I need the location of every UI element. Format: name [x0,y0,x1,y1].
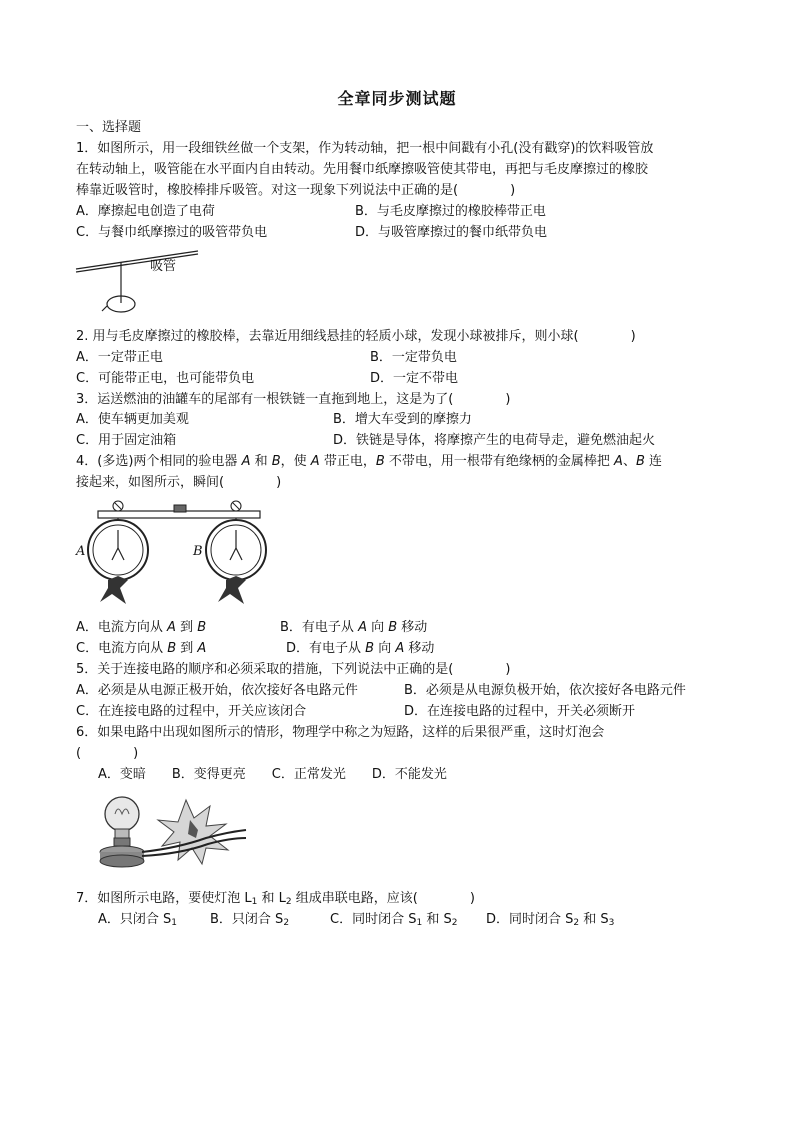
q1-option-b: B．与毛皮摩擦过的橡胶棒带正电 [355,204,546,219]
q3-option-d: D．铁链是导体，将摩擦产生的电荷导走，避免燃油起火 [333,433,656,448]
q5-option-c: C．在连接电路的过程中，开关应该闭合 [76,704,307,719]
q2-option-d: D．一定不带电 [370,371,459,386]
q4-option-b: B．有电子从 A 向 B 移动 [280,620,428,635]
q1-line3: 棒靠近吸管时，橡胶棒排斥吸管。对这一现象下列说法中正确的是( ) [76,183,516,198]
q4-option-a: A．电流方向从 A 到 B [76,620,207,635]
straw-label: 吸管 [150,259,177,274]
short-circuit-figure [98,790,248,872]
q6-line2: ( ) [76,746,139,761]
q7-option-b: B．只闭合 $S_2$ [210,912,290,928]
electroscope-a-label: A [76,544,86,559]
electroscopes-figure [74,498,274,612]
straw-pivot-figure [74,248,224,318]
q2-option-a: A．一定带正电 [76,350,163,365]
q3-option-a: A．使车辆更加美观 [76,412,189,427]
q2-option-c: C．可能带正电，也可能带负电 [76,371,255,386]
q2-line1: 2. 用与毛皮摩擦过的橡胶棒，去靠近用细线悬挂的轻质小球，发现小球被排斥，则小球( ) [76,329,636,344]
q3-option-c: C．用于固定油箱 [76,433,177,448]
q3-option-b: B．增大车受到的摩擦力 [333,412,472,427]
light-bulb-icon [100,797,144,867]
electroscope-a-ref: A [241,454,251,469]
q7-option-d: D．同时闭合 $S_2$ 和 $S_3$ [486,912,615,928]
page-title: 全章同步测试题 [337,89,457,108]
q7-option-a: A．只闭合 $S_1$ [98,912,178,928]
q4-line1-pre: 4．(多选)两个相同的验电器 [76,454,242,469]
q6-line1: 6．如果电路中出现如图所示的情形，物理学中称之为短路，这样的后果很严重，这时灯泡会 [76,725,605,740]
q1-line1: 1．如图所示，用一段细铁丝做一个支架，作为转动轴，把一根中间戳有小孔(没有戳穿)的饮料吸管放 [76,141,654,156]
q1-option-d: D．与吸管摩擦过的餐巾纸带负电 [355,225,548,240]
section-heading: 一、选择题 [76,120,142,135]
q1-option-a: A．摩擦起电创造了电荷 [76,204,215,219]
q5-option-d: D．在连接电路的过程中，开关必须断开 [404,704,636,719]
q2-option-b: B．一定带负电 [370,350,457,365]
q3-line1: 3．运送燃油的油罐车的尾部有一根铁链一直拖到地上，这是为了( ) [76,392,511,407]
q6-options: A．变暗 B．变得更亮 C．正常发光 D．不能发光 [98,767,447,782]
q5-line1: 5．关于连接电路的顺序和必须采取的措施，下列说法中正确的是( ) [76,662,511,677]
electroscope-b-ref: B [271,454,281,469]
straw-icon [76,251,198,272]
q4-option-c: C．电流方向从 B 到 A [76,641,207,656]
q5-option-a: A．必须是从电源正极开始，依次接好各电路元件 [76,683,358,698]
q4-option-d: D．有电子从 B 向 A 移动 [286,641,435,656]
q5-option-b: B．必须是从电源负极开始，依次接好各电路元件 [404,683,686,698]
q1-line2: 在转动轴上，吸管能在水平面内自由转动。先用餐巾纸摩擦吸管使其带电，再把与毛皮摩擦过的橡胶 [76,162,649,177]
q4-line1: 4．(多选)两个相同的验电器 A 和 B，使 A 带正电，B 不带电，用一根带有绝缘柄的金属棒把 A、B 连 [76,454,663,469]
q7-option-c: C．同时闭合 $S_1$ 和 $S_2$ [330,912,458,928]
wire-stand-icon [102,262,135,312]
q1-option-c: C．与餐巾纸摩擦过的吸管带负电 [76,225,268,240]
q7-line1: 7．如图所示电路，要使灯泡 $L_1$ 和 $L_2$ 组成串联电路，应该( ) [76,891,475,907]
q4-line2: 接起来，如图所示，瞬间( ) [76,475,282,490]
electroscope-b-label: B [193,544,203,559]
